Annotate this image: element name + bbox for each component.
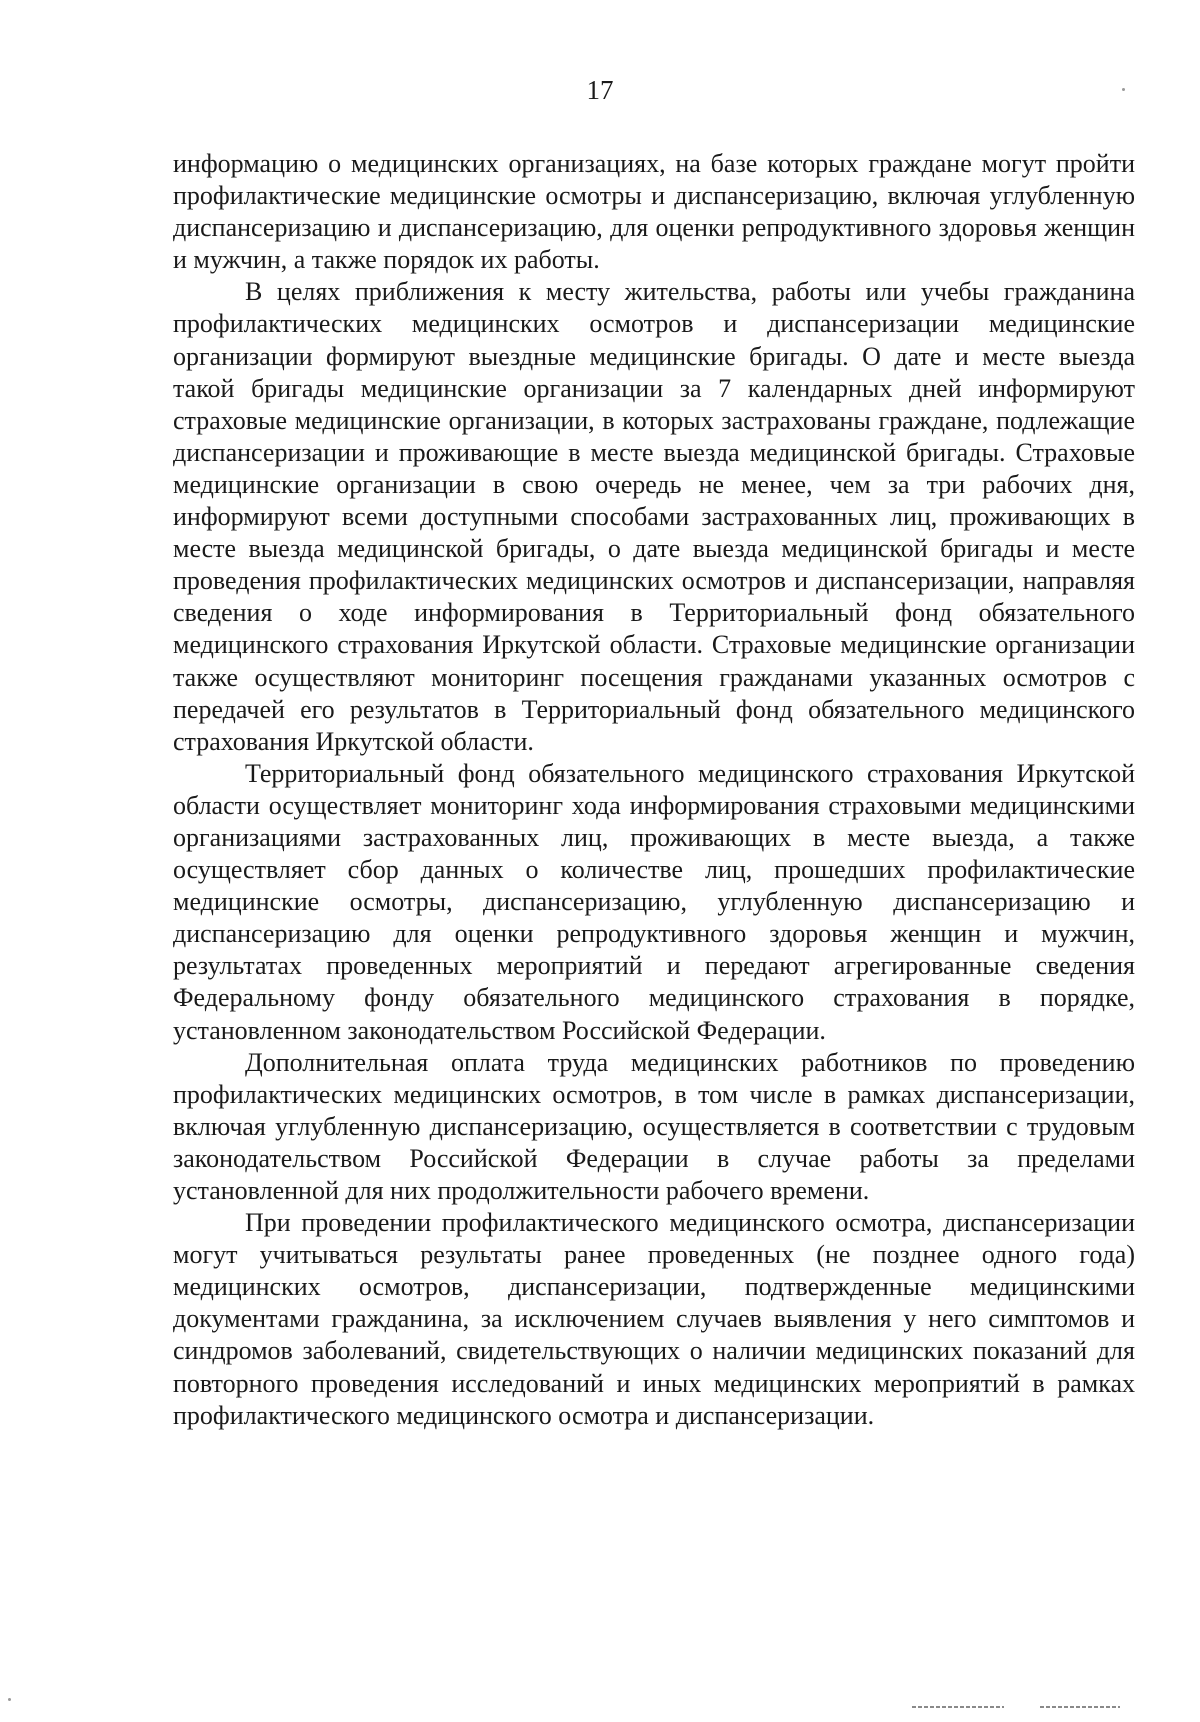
scan-artifact [912, 1706, 1004, 1708]
scan-artifact [8, 1698, 11, 1701]
scan-artifact [1040, 1706, 1120, 1708]
paragraph: Дополнительная оплата труда медицинских работников по проведению профилактических медицинских осмотров, в том числе в рамках диспансеризации, включая углубленную диспансеризацию, осуществляется в соответствии с трудовым законодательством Российской Федерации в случае работы за пределами установленной для них продолжительности рабочего времени. [173, 1047, 1135, 1205]
paragraph: Территориальный фонд обязательного медицинского страхования Иркутской области осуществляет мониторинг хода информирования страховыми медицинскими организациями застрахованных лиц, проживающих в месте выезда, а также осуществляет сбор данных о количестве лиц, прошедших профилактические медицинские осмотры, диспансеризацию, углубленную диспансеризацию и диспансеризацию для оценки репродуктивного здоровья женщин и мужчин, результатах проведенных мероприятий и передают агрегированные сведения Федеральному фонду обязательного медицинского страхования в порядке, установленном законодательством Российской Федерации. [173, 758, 1135, 1045]
document-body [173, 148, 1135, 1432]
page-number: 17 [586, 75, 614, 105]
paragraph: При проведении профилактического медицинского осмотра, диспансеризации могут учитываться результаты ранее проведенных (не позднее одного года) медицинских осмотров, диспансеризации, подтвержденные медицинскими документами гражданина, за исключением случаев выявления у него симптомов и синдромов заболеваний, свидетельствующих о наличии медицинских показаний для повторного проведения исследований и иных медицинских мероприятий в рамках профилактического медицинского осмотра и диспансеризации. [173, 1208, 1135, 1430]
paragraph: В целях приближения к месту жительства, работы или учебы гражданина профилактических медицинских осмотров и диспансеризации медицинские организации формируют выездные медицинские бригады. О дате и месте выезда такой бригады медицинские организации за 7 календарных дней информируют страховые медицинские организации, в которых застрахованы граждане, подлежащие диспансеризации и проживающие в месте выезда медицинской бригады. Страховые медицинские организации в свою очередь не менее, чем за три рабочих дня, информируют всеми доступными способами застрахованных лиц, проживающих в месте выезда медицинской бригады, о дате выезда медицинской бригады и месте проведения профилактических медицинских осмотров и диспансеризации, направляя сведения о ходе информирования в Территориальный фонд обязательного медицинского страхования Иркутской области. Страховые медицинские организации также осуществляют мониторинг посещения гражданами указанных осмотров с передачей его результатов в Территориальный фонд обязательного медицинского страхования Иркутской области. [173, 277, 1135, 756]
scan-artifact [1122, 88, 1125, 91]
paragraph: информацию о медицинских организациях, на базе которых граждане могут пройти профилактические медицинские осмотры и диспансеризацию, включая углубленную диспансеризацию и диспансеризацию, для оценки репродуктивного здоровья женщин и мужчин, а также порядок их работы. [173, 149, 1135, 275]
